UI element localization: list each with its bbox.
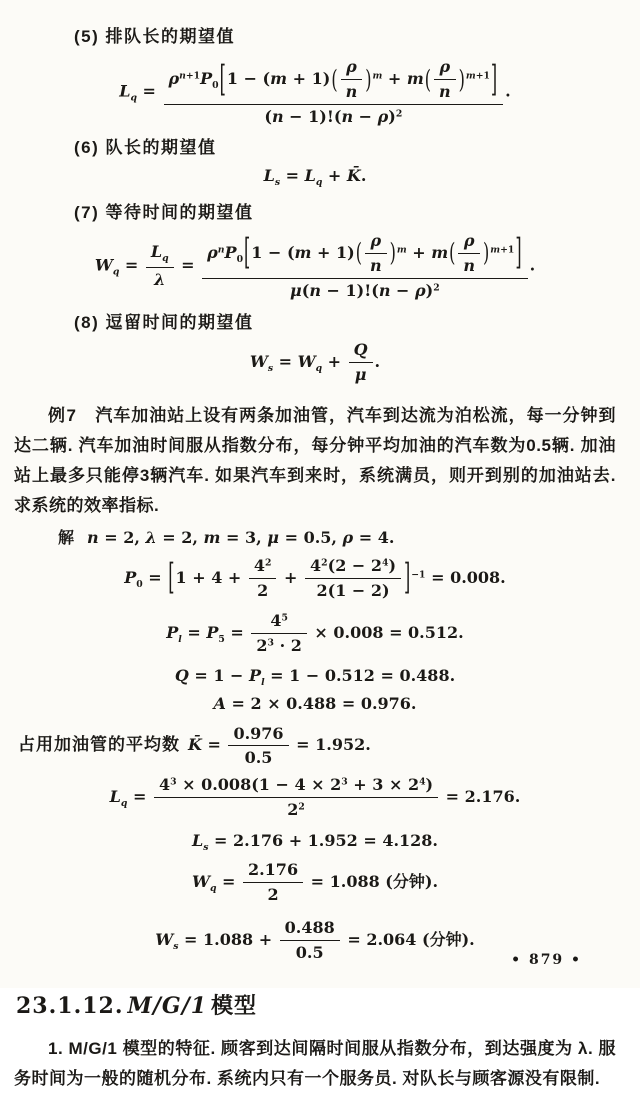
formula-wait-time-expectation: $W_q$ = $\frac{L_q}{\lambda}$ = $\rho^nP_0[1 - (m + 1)$( $\frac{\rho}{n}$ )$^m$ + m( $\frac{\rho}{n}$ )$^{m+1}$] $\mu(n - 1)!(n - \rho)^2$ .	[94, 230, 536, 300]
section-number: 23.1.12.	[16, 993, 124, 1020]
solution-given-values: n = 2, λ = 2, m = 3, μ = 0.5, ρ = 4.	[87, 527, 395, 547]
example-7-text: 汽车加油站上设有两条加油管，汽车到达流为泊松流，每一分钟到达二辆. 汽车加油时间服从指数分布，每分钟平均加油的汽车数为0.5辆. 加油站上最多只能停3辆汽车. 如果汽车到来时，系统满员，则开到别的加油站去. 求系统的效率指标.	[14, 405, 616, 515]
formula-lq-calculation: $L_q$ = $\frac{4^3 \times 0.008(1 - 4 \times 2^3 + 3 \times 2^4)}{2^2}$ = 2.176.	[109, 774, 521, 819]
example-7-label: 例7	[48, 405, 77, 425]
formula-a-calculation: A = 2 × 0.488 = 0.976.	[213, 693, 417, 713]
item-7-heading: (7) 等待时间的期望值	[74, 202, 254, 222]
solution-label: 解	[58, 527, 76, 547]
item-6-heading: (6) 队长的期望值	[74, 138, 217, 157]
solution-given-line	[14, 528, 616, 548]
example-7-paragraph	[14, 401, 616, 521]
formula-wq-calculation: $W_q$ = $\frac{2.176}{2}$ = 1.088 (分钟).	[191, 860, 439, 905]
section-heading-mg1-model	[16, 989, 616, 1020]
formula-p0-calculation: $P_0 = [1 + 4$ + $\frac{4^2}{2}$ + $\frac{4^2(2 - 2^4)}{2(1 - 2)}$ ]$^{-1}$ = 0.008.	[124, 555, 506, 600]
section-suffix: 模型	[211, 993, 258, 1019]
section-model-name: M/G/1	[127, 993, 208, 1020]
formula-q-calculation: $Q = 1 - P_l = 1 - 0.512 = 0.488$.	[174, 665, 456, 688]
kbar-label: 占用加油管的平均数	[18, 734, 180, 754]
item-8-heading: (8) 逗留时间的期望值	[74, 312, 254, 332]
kbar-formula: K̄ = $\frac{0.976}{0.5}$ = 1.952.	[188, 723, 371, 767]
mg1-characteristics-paragraph	[14, 1034, 616, 1094]
formula-ls-calculation: $L_s = 2.176 + 1.952 = 4.128$.	[192, 830, 438, 853]
item-5-heading: (5) 排队长的期望值	[74, 27, 235, 46]
mg1-body-text: 顾客到达间隔时间服从指数分布，到达强度为 λ. 服务时间为一般的随机分布. 系统内只有一个服务员. 对队长与顾客源没有限制.	[14, 1039, 616, 1089]
kbar-average-line	[14, 724, 616, 767]
mg1-lead-title: M/G/1 模型的特征.	[68, 1039, 216, 1059]
formula-sojourn-time-expectation: $W_s = W_q$ + $\frac{Q}{\mu}$ .	[249, 339, 381, 384]
formula-p5-calculation: $P_l = P_5$ = $\frac{4^5}{2^3 \cdot 2}$ × 0.008 = 0.512.	[166, 610, 464, 655]
formula-system-length-expectation: $L_s = L_q$ + K̄.	[263, 166, 367, 189]
formula-ws-calculation: $W_s = 1.088$ + $\frac{0.488}{0.5}$ = 2.064 (分钟).	[155, 918, 475, 963]
page-number: • 879 •	[511, 952, 582, 968]
mg1-lead-number: 1.	[48, 1039, 69, 1059]
formula-queue-length-expectation: $L_q$ = $\rho^{n+1}P_0[1 - (m + 1)$( $\frac{\rho}{n}$ )$^m$ + m( $\frac{\rho}{n}$ )$^{m+1}$] $(n - 1)!(n - \rho)^2$ .	[119, 57, 511, 126]
